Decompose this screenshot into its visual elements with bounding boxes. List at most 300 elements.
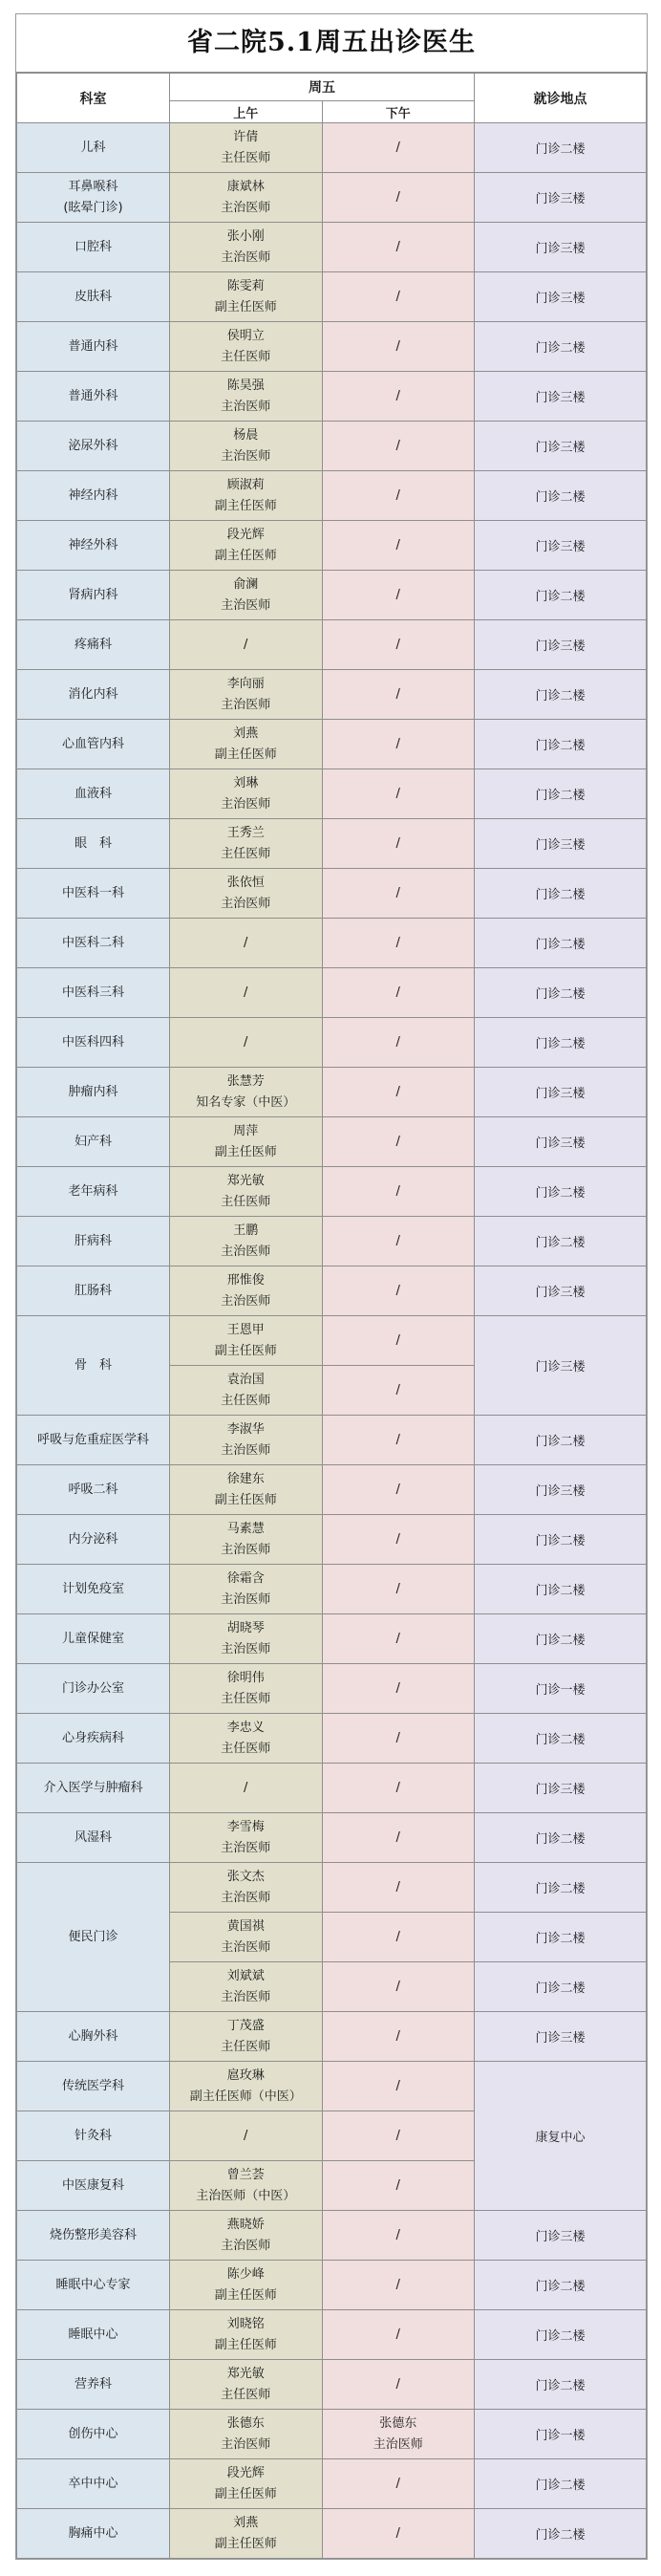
am-doctor-cell xyxy=(170,571,323,620)
location-cell: 门诊二楼 xyxy=(475,1416,647,1465)
department-name: 肛肠科 xyxy=(74,1283,112,1298)
am-doctor-title: 副主任医师 xyxy=(214,2536,277,2551)
table-row xyxy=(17,1764,647,1813)
location-cell: 门诊二楼 xyxy=(475,1614,647,1664)
am-doctor-text: / xyxy=(244,1034,248,1050)
am-doctor-name: 徐建东 xyxy=(226,1471,265,1486)
department-cell xyxy=(17,2211,170,2261)
am-doctor-title: 副主任医师 xyxy=(214,1144,277,1159)
am-doctor-cell xyxy=(170,173,323,223)
department-cell xyxy=(17,2509,170,2559)
department-name: 普通内科 xyxy=(68,338,118,354)
am-doctor-name: 王恩甲 xyxy=(226,1322,265,1337)
department-name: 中医康复科 xyxy=(61,2177,124,2193)
pm-doctor-cell xyxy=(322,1714,475,1764)
location-cell: 门诊三楼 xyxy=(475,1068,647,1117)
department-name: 呼吸二科 xyxy=(68,1482,118,1497)
location-cell: 门诊二楼 xyxy=(475,123,647,173)
department-name: 风湿科 xyxy=(74,1829,112,1845)
am-doctor-cell xyxy=(170,1316,323,1366)
am-doctor-cell xyxy=(170,2310,323,2360)
table-row xyxy=(17,372,647,422)
pm-doctor-text: / xyxy=(395,1581,400,1596)
am-doctor-cell xyxy=(170,1863,323,1913)
department-name: 计划免疫室 xyxy=(61,1581,124,1596)
pm-doctor-cell xyxy=(322,1316,475,1366)
am-doctor-name: 曾兰荟 xyxy=(226,2167,265,2182)
location-cell: 门诊三楼 xyxy=(475,422,647,471)
am-doctor-cell xyxy=(170,2161,323,2211)
pm-doctor-cell xyxy=(322,1117,475,1167)
pm-doctor-text: / xyxy=(395,189,400,205)
pm-doctor-text: / xyxy=(395,1829,400,1845)
pm-doctor-text: / xyxy=(395,2177,400,2193)
am-doctor-cell xyxy=(170,670,323,720)
am-doctor-title: 主治医师 xyxy=(221,896,271,911)
am-doctor-cell xyxy=(170,1515,323,1565)
am-doctor-name: 段光辉 xyxy=(226,527,265,542)
am-doctor-name: 徐霜含 xyxy=(226,1570,265,1586)
pm-doctor-text: / xyxy=(395,1482,400,1497)
location-cell: 门诊三楼 xyxy=(475,1764,647,1813)
am-doctor-cell xyxy=(170,2509,323,2559)
department-name: 心血管内科 xyxy=(61,736,124,751)
am-doctor-cell xyxy=(170,1068,323,1117)
department-cell xyxy=(17,471,170,521)
department-name: (眩晕门诊) xyxy=(63,200,123,215)
am-doctor-title: 主治医师 xyxy=(221,448,271,464)
pm-doctor-cell xyxy=(322,422,475,471)
schedule-body xyxy=(17,123,647,2559)
location-cell: 门诊三楼 xyxy=(475,372,647,422)
table-row xyxy=(17,2211,647,2261)
am-doctor-cell xyxy=(170,2360,323,2410)
table-row xyxy=(17,968,647,1018)
department-cell xyxy=(17,223,170,272)
am-doctor-name: 刘晓铭 xyxy=(226,2316,265,2331)
department-name: 神经内科 xyxy=(68,487,118,503)
am-doctor-title: 主任医师 xyxy=(221,1393,271,1408)
pm-doctor-text: / xyxy=(395,1233,400,1248)
am-doctor-title: 主治医师（中医） xyxy=(196,2188,296,2203)
department-name: 心身疾病科 xyxy=(61,1730,124,1745)
location-cell: 门诊三楼 xyxy=(475,2012,647,2062)
department-name: 神经外科 xyxy=(68,537,118,552)
department-cell xyxy=(17,869,170,919)
am-doctor-title: 副主任医师 xyxy=(214,2337,277,2352)
pm-doctor-cell xyxy=(322,1366,475,1416)
table-row xyxy=(17,322,647,372)
am-doctor-cell xyxy=(170,919,323,968)
am-doctor-title: 主治医师 xyxy=(221,1293,271,1309)
department-name: 介入医学与肿瘤科 xyxy=(43,1780,143,1795)
am-doctor-name: 张依恒 xyxy=(226,875,265,890)
pm-doctor-name: 张德东 xyxy=(379,2415,417,2431)
department-cell xyxy=(17,1565,170,1614)
pm-doctor-cell xyxy=(322,1913,475,1962)
pm-doctor-text: / xyxy=(395,289,400,304)
am-doctor-cell xyxy=(170,223,323,272)
location-cell: 门诊二楼 xyxy=(475,919,647,968)
table-row xyxy=(17,1863,647,1913)
department-name: 针灸科 xyxy=(74,2128,112,2143)
table-row xyxy=(17,2360,647,2410)
am-doctor-text: / xyxy=(244,985,248,1000)
pm-doctor-cell xyxy=(322,123,475,173)
table-row xyxy=(17,1167,647,1217)
am-doctor-name: 刘燕 xyxy=(233,2515,259,2530)
pm-doctor-text: / xyxy=(395,1531,400,1547)
pm-doctor-text: / xyxy=(395,1631,400,1646)
department-name: 中医科二科 xyxy=(61,935,124,950)
location-cell: 门诊一楼 xyxy=(475,2410,647,2459)
location-cell: 门诊二楼 xyxy=(475,869,647,919)
location-cell: 门诊二楼 xyxy=(475,769,647,819)
pm-doctor-cell xyxy=(322,2111,475,2161)
am-doctor-title: 主治医师 xyxy=(221,2238,271,2253)
department-cell xyxy=(17,422,170,471)
department-name: 中医科四科 xyxy=(61,1034,124,1050)
department-name: 眼 科 xyxy=(74,835,112,851)
department-name: 肿瘤内科 xyxy=(68,1084,118,1099)
table-row xyxy=(17,1565,647,1614)
am-doctor-name: 王秀兰 xyxy=(226,825,265,840)
location-cell: 门诊二楼 xyxy=(475,1962,647,2012)
department-name: 儿科 xyxy=(80,140,106,155)
am-doctor-cell xyxy=(170,123,323,173)
pm-doctor-text: / xyxy=(395,1979,400,1994)
am-doctor-name: 陈昊强 xyxy=(226,378,265,393)
header-pm: 下午 xyxy=(322,101,475,123)
am-doctor-name: 康斌林 xyxy=(226,179,265,194)
table-row xyxy=(17,2310,647,2360)
pm-doctor-text: / xyxy=(395,1382,400,1397)
am-doctor-cell xyxy=(170,1167,323,1217)
pm-doctor-cell xyxy=(322,2459,475,2509)
location-cell: 康复中心 xyxy=(475,2062,647,2211)
pm-doctor-text: / xyxy=(395,935,400,950)
pm-doctor-text: / xyxy=(395,537,400,552)
am-doctor-cell xyxy=(170,322,323,372)
pm-doctor-cell xyxy=(322,2310,475,2360)
table-row xyxy=(17,819,647,869)
table-row xyxy=(17,1714,647,1764)
location-cell: 门诊三楼 xyxy=(475,521,647,571)
location-cell: 门诊二楼 xyxy=(475,2310,647,2360)
department-name: 妇产科 xyxy=(74,1134,112,1149)
table-row xyxy=(17,2509,647,2559)
am-doctor-name: 顾淑莉 xyxy=(226,477,265,492)
pm-doctor-cell xyxy=(322,2211,475,2261)
location-cell: 门诊二楼 xyxy=(475,670,647,720)
table-row xyxy=(17,2012,647,2062)
department-name: 营养科 xyxy=(74,2376,112,2392)
am-doctor-cell xyxy=(170,1813,323,1863)
department-name: 疼痛科 xyxy=(74,637,112,652)
am-doctor-cell xyxy=(170,272,323,322)
pm-doctor-text: / xyxy=(395,985,400,1000)
department-name: 骨 科 xyxy=(74,1357,112,1373)
department-cell xyxy=(17,2161,170,2211)
am-doctor-title: 主治医师 xyxy=(221,1244,271,1259)
am-doctor-name: 刘琳 xyxy=(233,775,259,790)
location-cell: 门诊三楼 xyxy=(475,1316,647,1416)
pm-doctor-cell xyxy=(322,2509,475,2559)
pm-doctor-text: / xyxy=(395,2028,400,2044)
am-doctor-name: 扈玫琳 xyxy=(226,2067,265,2083)
am-doctor-cell xyxy=(170,1416,323,1465)
am-doctor-title: 主治医师 xyxy=(221,1641,271,1656)
am-doctor-cell xyxy=(170,1217,323,1266)
pm-doctor-text: / xyxy=(395,587,400,602)
department-cell xyxy=(17,919,170,968)
department-name: 儿童保健室 xyxy=(61,1631,124,1646)
am-doctor-title: 主任医师 xyxy=(221,2387,271,2402)
table-row xyxy=(17,173,647,223)
department-cell xyxy=(17,2310,170,2360)
am-doctor-cell xyxy=(170,819,323,869)
pm-doctor-text: / xyxy=(395,1780,400,1795)
location-cell: 门诊三楼 xyxy=(475,1117,647,1167)
location-cell: 门诊一楼 xyxy=(475,1664,647,1714)
am-doctor-title: 主治医师 xyxy=(221,697,271,712)
am-doctor-cell xyxy=(170,2111,323,2161)
location-cell: 门诊二楼 xyxy=(475,1217,647,1266)
location-cell: 门诊三楼 xyxy=(475,2211,647,2261)
location-cell: 门诊二楼 xyxy=(475,571,647,620)
pm-doctor-cell xyxy=(322,1018,475,1068)
department-cell xyxy=(17,521,170,571)
pm-doctor-text: / xyxy=(395,338,400,354)
am-doctor-name: 刘燕 xyxy=(233,725,259,741)
department-name: 泌尿外科 xyxy=(68,438,118,453)
location-cell: 门诊二楼 xyxy=(475,1714,647,1764)
am-doctor-name: 李雪梅 xyxy=(226,1819,265,1834)
location-cell: 门诊三楼 xyxy=(475,1465,647,1515)
department-name: 内分泌科 xyxy=(68,1531,118,1547)
department-name: 肝病科 xyxy=(74,1233,112,1248)
department-name: 普通外科 xyxy=(68,388,118,403)
department-cell xyxy=(17,2062,170,2111)
table-row xyxy=(17,1068,647,1117)
department-cell xyxy=(17,1266,170,1316)
am-doctor-cell xyxy=(170,2012,323,2062)
department-cell xyxy=(17,2111,170,2161)
department-cell xyxy=(17,1018,170,1068)
am-doctor-name: 胡晓琴 xyxy=(226,1620,265,1635)
am-doctor-title: 副主任医师 xyxy=(214,548,277,563)
location-cell: 门诊二楼 xyxy=(475,471,647,521)
pm-doctor-text: / xyxy=(395,2128,400,2143)
header-day: 周五 xyxy=(170,74,475,101)
am-doctor-name: 许倩 xyxy=(233,129,259,144)
department-cell xyxy=(17,372,170,422)
am-doctor-name: 郑光敏 xyxy=(226,2366,265,2381)
pm-doctor-cell xyxy=(322,769,475,819)
pm-doctor-cell xyxy=(322,720,475,769)
pm-doctor-cell xyxy=(322,272,475,322)
pm-doctor-cell xyxy=(322,670,475,720)
location-cell: 门诊二楼 xyxy=(475,968,647,1018)
table-row xyxy=(17,272,647,322)
pm-doctor-text: / xyxy=(395,140,400,155)
location-cell: 门诊二楼 xyxy=(475,2459,647,2509)
pm-doctor-cell xyxy=(322,223,475,272)
table-row xyxy=(17,2410,647,2459)
pm-doctor-text: / xyxy=(395,1183,400,1199)
department-cell xyxy=(17,1863,170,2012)
location-cell: 门诊二楼 xyxy=(475,2261,647,2310)
location-cell: 门诊二楼 xyxy=(475,1863,647,1913)
table-row xyxy=(17,1266,647,1316)
am-doctor-name: 段光辉 xyxy=(226,2465,265,2480)
am-doctor-title: 副主任医师（中医） xyxy=(189,2089,302,2104)
am-doctor-name: 袁治国 xyxy=(226,1372,265,1387)
pm-doctor-text: / xyxy=(395,388,400,403)
department-name: 创伤中心 xyxy=(68,2426,118,2441)
header-location: 就诊地点 xyxy=(475,74,647,123)
pm-doctor-cell xyxy=(322,1962,475,2012)
department-name: 中医科一科 xyxy=(61,885,124,900)
am-doctor-title: 副主任医师 xyxy=(214,1492,277,1507)
department-cell xyxy=(17,571,170,620)
am-doctor-title: 主治医师 xyxy=(221,1840,271,1855)
pm-doctor-cell xyxy=(322,1664,475,1714)
location-cell: 门诊三楼 xyxy=(475,223,647,272)
am-doctor-cell xyxy=(170,1764,323,1813)
page-title: 省二院5.1周五出诊医生 xyxy=(16,14,647,73)
pm-doctor-text: / xyxy=(395,1929,400,1944)
am-doctor-cell xyxy=(170,2261,323,2310)
pm-doctor-text: / xyxy=(395,2078,400,2093)
am-doctor-cell xyxy=(170,2410,323,2459)
department-cell xyxy=(17,1764,170,1813)
location-cell: 门诊三楼 xyxy=(475,1266,647,1316)
department-name: 睡眠中心 xyxy=(68,2327,118,2342)
pm-doctor-text: / xyxy=(395,1332,400,1348)
am-doctor-title: 主任医师 xyxy=(221,2039,271,2054)
am-doctor-cell xyxy=(170,1266,323,1316)
pm-doctor-cell xyxy=(322,1764,475,1813)
am-doctor-cell xyxy=(170,769,323,819)
am-doctor-title: 主治医师 xyxy=(221,399,271,414)
table-row xyxy=(17,223,647,272)
pm-doctor-cell xyxy=(322,1167,475,1217)
pm-doctor-cell xyxy=(322,2012,475,2062)
am-doctor-cell xyxy=(170,1913,323,1962)
table-row xyxy=(17,571,647,620)
department-cell xyxy=(17,769,170,819)
am-doctor-title: 副主任医师 xyxy=(214,299,277,314)
department-name: 血液科 xyxy=(74,786,112,801)
department-name: 中医科三科 xyxy=(61,985,124,1000)
pm-doctor-text: / xyxy=(395,1084,400,1099)
am-doctor-cell xyxy=(170,620,323,670)
pm-doctor-cell xyxy=(322,372,475,422)
am-doctor-name: 俞澜 xyxy=(233,576,259,592)
am-doctor-name: 李向丽 xyxy=(226,676,265,691)
am-doctor-cell xyxy=(170,521,323,571)
table-row xyxy=(17,2062,647,2111)
location-cell: 门诊二楼 xyxy=(475,1913,647,1962)
pm-doctor-title: 主治医师 xyxy=(373,2436,423,2452)
department-name: 睡眠中心专家 xyxy=(55,2277,131,2292)
table-row xyxy=(17,521,647,571)
am-doctor-title: 主治医师 xyxy=(221,2436,271,2452)
am-doctor-cell xyxy=(170,422,323,471)
am-doctor-name: 张文杰 xyxy=(226,1869,265,1884)
table-row xyxy=(17,1416,647,1465)
table-row xyxy=(17,2261,647,2310)
department-cell xyxy=(17,123,170,173)
pm-doctor-cell xyxy=(322,173,475,223)
department-cell xyxy=(17,1664,170,1714)
department-cell xyxy=(17,1068,170,1117)
pm-doctor-cell xyxy=(322,819,475,869)
department-name: 胸痛中心 xyxy=(68,2525,118,2541)
pm-doctor-cell xyxy=(322,869,475,919)
department-cell xyxy=(17,670,170,720)
am-doctor-cell xyxy=(170,471,323,521)
pm-doctor-text: / xyxy=(395,1432,400,1447)
table-row xyxy=(17,1515,647,1565)
am-doctor-cell xyxy=(170,1614,323,1664)
am-doctor-cell xyxy=(170,1117,323,1167)
pm-doctor-cell xyxy=(322,1266,475,1316)
pm-doctor-text: / xyxy=(395,2376,400,2392)
department-name: 门诊办公室 xyxy=(61,1680,124,1696)
department-cell xyxy=(17,2012,170,2062)
pm-doctor-cell xyxy=(322,1416,475,1465)
location-cell: 门诊二楼 xyxy=(475,1018,647,1068)
department-cell xyxy=(17,1117,170,1167)
pm-doctor-text: / xyxy=(395,487,400,503)
header-dept: 科室 xyxy=(17,74,170,123)
pm-doctor-text: / xyxy=(395,885,400,900)
department-cell xyxy=(17,720,170,769)
am-doctor-name: 徐明伟 xyxy=(226,1670,265,1685)
am-doctor-name: 黄国祺 xyxy=(226,1918,265,1934)
pm-doctor-text: / xyxy=(395,239,400,254)
pm-doctor-cell xyxy=(322,919,475,968)
am-doctor-name: 陈雯莉 xyxy=(226,278,265,293)
pm-doctor-cell xyxy=(322,571,475,620)
am-doctor-name: 陈少峰 xyxy=(226,2266,265,2282)
pm-doctor-text: / xyxy=(395,2277,400,2292)
location-cell: 门诊二楼 xyxy=(475,1565,647,1614)
am-doctor-cell xyxy=(170,1018,323,1068)
department-cell xyxy=(17,1813,170,1863)
department-name: 呼吸与危重症医学科 xyxy=(36,1432,149,1447)
location-cell: 门诊三楼 xyxy=(475,173,647,223)
am-doctor-cell xyxy=(170,2211,323,2261)
pm-doctor-text: / xyxy=(395,2525,400,2541)
location-cell: 门诊二楼 xyxy=(475,720,647,769)
department-cell xyxy=(17,2459,170,2509)
schedule-table xyxy=(16,73,647,2559)
department-cell xyxy=(17,968,170,1018)
pm-doctor-cell xyxy=(322,1465,475,1515)
am-doctor-name: 郑光敏 xyxy=(226,1173,265,1188)
pm-doctor-text: / xyxy=(395,686,400,702)
pm-doctor-text: / xyxy=(395,1680,400,1696)
pm-doctor-text: / xyxy=(395,1134,400,1149)
am-doctor-title: 副主任医师 xyxy=(214,2287,277,2303)
department-cell xyxy=(17,2360,170,2410)
pm-doctor-text: / xyxy=(395,786,400,801)
am-doctor-cell xyxy=(170,1565,323,1614)
am-doctor-title: 主治医师 xyxy=(221,796,271,812)
